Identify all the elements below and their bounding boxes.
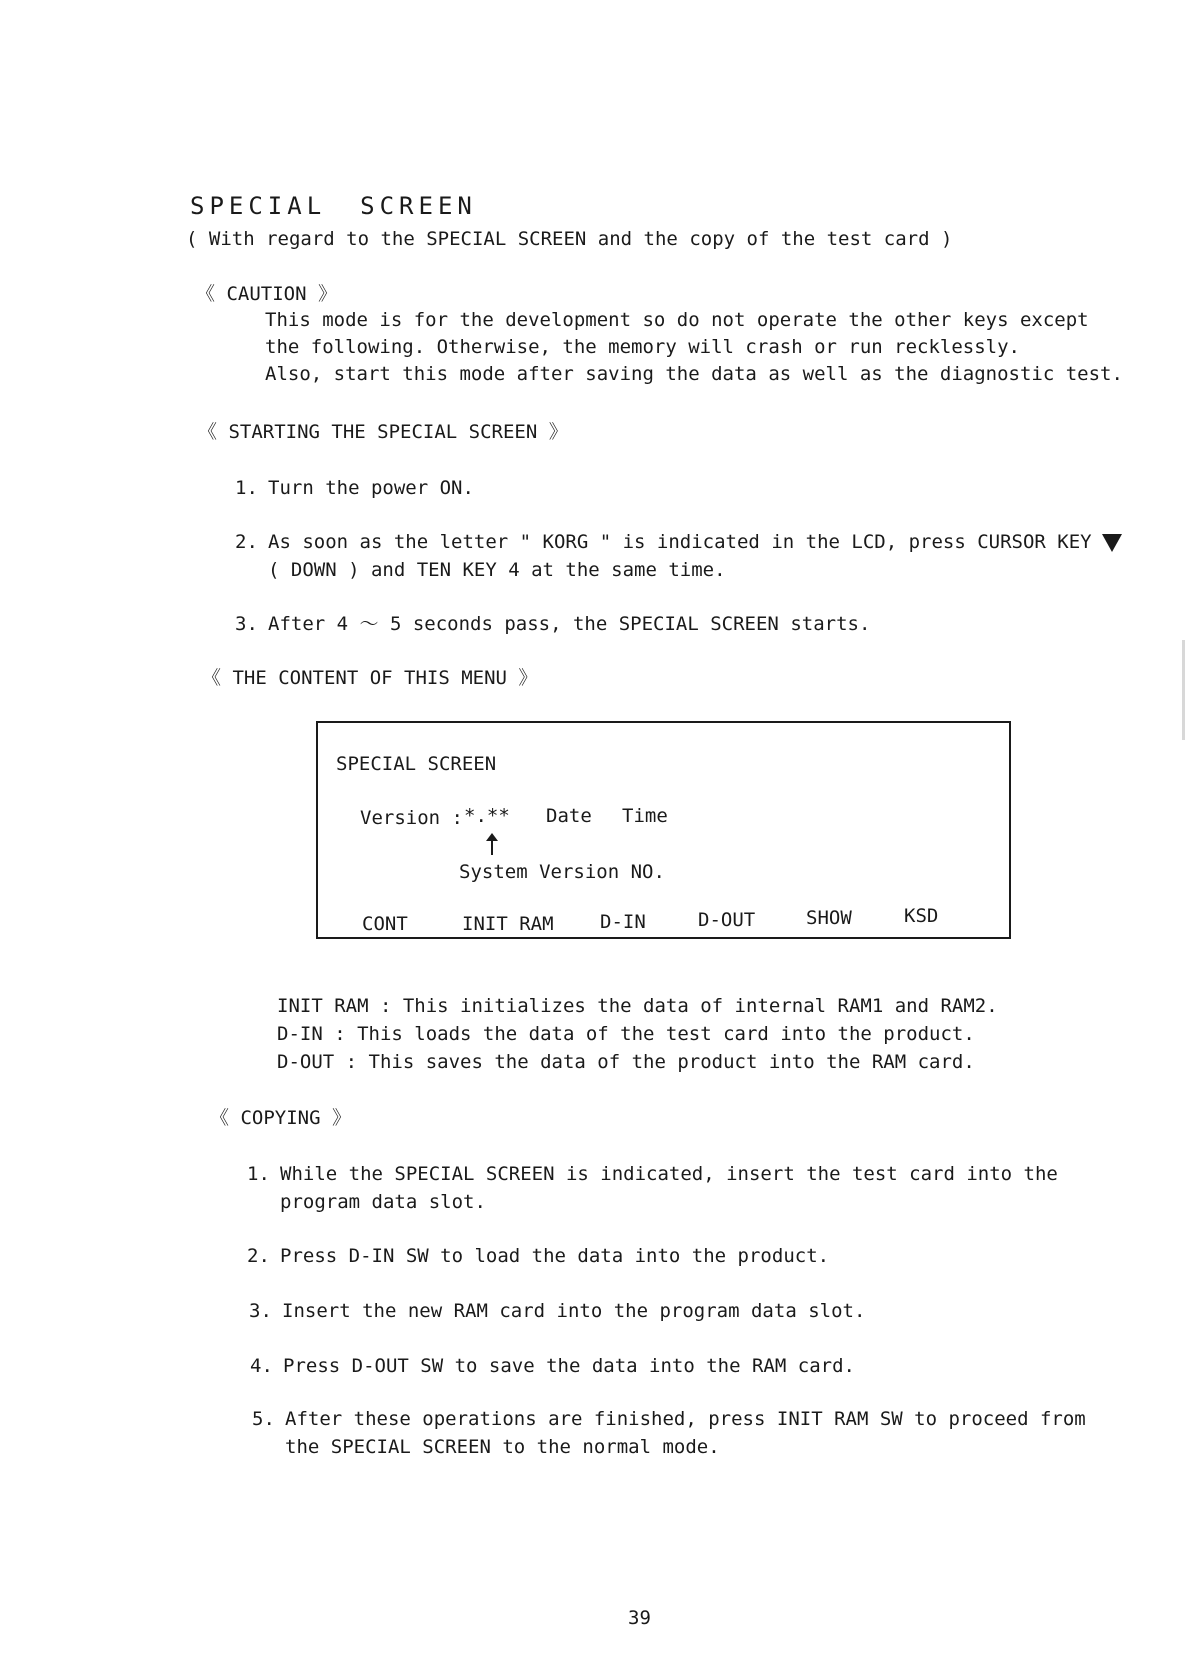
step-text: Turn the power ON. — [268, 477, 474, 499]
step-text: Press D-OUT SW to save the data into the RAM card. — [283, 1355, 855, 1377]
lcd-menu-cont: CONT — [362, 913, 408, 935]
step-number: 2. — [247, 1245, 270, 1267]
caution-line-2: the following. Otherwise, the memory will crash or run recklessly. — [265, 336, 1020, 358]
lcd-time: Time — [622, 805, 668, 827]
lcd-menu-init-ram: INIT RAM — [462, 913, 554, 935]
caution-line-3: Also, start this mode after saving the data as well as the diagnostic test. — [265, 363, 1123, 385]
step-text: Insert the new RAM card into the program data slot. — [282, 1300, 866, 1322]
step-text-line-2: program data slot. — [280, 1191, 486, 1213]
lcd-menu-d-out: D-OUT — [698, 909, 756, 931]
scan-edge-mark — [1182, 640, 1185, 740]
lcd-title: SPECIAL SCREEN — [336, 753, 497, 775]
page-number: 39 — [628, 1607, 651, 1629]
up-arrow-shaft — [491, 839, 493, 855]
definition-d-in: D-IN : This loads the data of the test card into the product. — [277, 1023, 975, 1045]
step-number: 1. — [235, 477, 258, 499]
down-triangle-icon — [1102, 534, 1122, 552]
page-title — [190, 192, 477, 220]
step-number: 2. — [235, 531, 258, 553]
lcd-menu-ksd: KSD — [904, 905, 939, 927]
step-text-line-2: the SPECIAL SCREEN to the normal mode. — [285, 1436, 720, 1458]
lcd-arrow-caption: System Version NO. — [459, 861, 665, 883]
step-text: Press D-IN SW to load the data into the product. — [280, 1245, 830, 1267]
step-text-line-1: While the SPECIAL SCREEN is indicated, insert the test card into the — [280, 1163, 1058, 1185]
step-number: 4. — [250, 1355, 273, 1377]
lcd-date: Date — [546, 805, 592, 827]
step-number: 3. — [235, 613, 258, 635]
caution-heading: 《 CAUTION 》 — [196, 283, 337, 305]
page-subtitle: ( With regard to the SPECIAL SCREEN and the copy of the test card ) — [186, 228, 953, 250]
caution-line-1: This mode is for the development so do not operate the other keys except — [265, 309, 1089, 331]
step-text: After 4 ～ 5 seconds pass, the SPECIAL SCREEN starts. — [268, 613, 871, 635]
lcd-menu-d-in: D-IN — [600, 911, 646, 933]
copying-heading: 《 COPYING 》 — [210, 1107, 351, 1129]
step-number: 3. — [249, 1300, 272, 1322]
title-word-screen: SCREEN — [360, 192, 477, 220]
step-text-line-1: After these operations are finished, press INIT RAM SW to proceed from — [285, 1408, 1086, 1430]
step-number: 1. — [247, 1163, 270, 1185]
lcd-version-label: Version : — [360, 807, 463, 829]
content-heading: 《 THE CONTENT OF THIS MENU 》 — [202, 667, 538, 689]
definition-init-ram: INIT RAM : This initializes the data of internal RAM1 and RAM2. — [277, 995, 998, 1017]
step-text-line-1: As soon as the letter " KORG " is indicated in the LCD, press CURSOR KEY — [268, 528, 1122, 556]
title-word-special: SPECIAL — [190, 192, 327, 220]
lcd-version-value: *.** — [464, 805, 510, 827]
lcd-screen-diagram — [316, 721, 1011, 939]
step-text-line-2: ( DOWN ) and TEN KEY 4 at the same time. — [268, 559, 726, 581]
step-number: 5. — [252, 1408, 275, 1430]
lcd-menu-show: SHOW — [806, 907, 852, 929]
definition-d-out: D-OUT : This saves the data of the product into the RAM card. — [277, 1051, 975, 1073]
starting-heading: 《 STARTING THE SPECIAL SCREEN 》 — [198, 421, 568, 443]
